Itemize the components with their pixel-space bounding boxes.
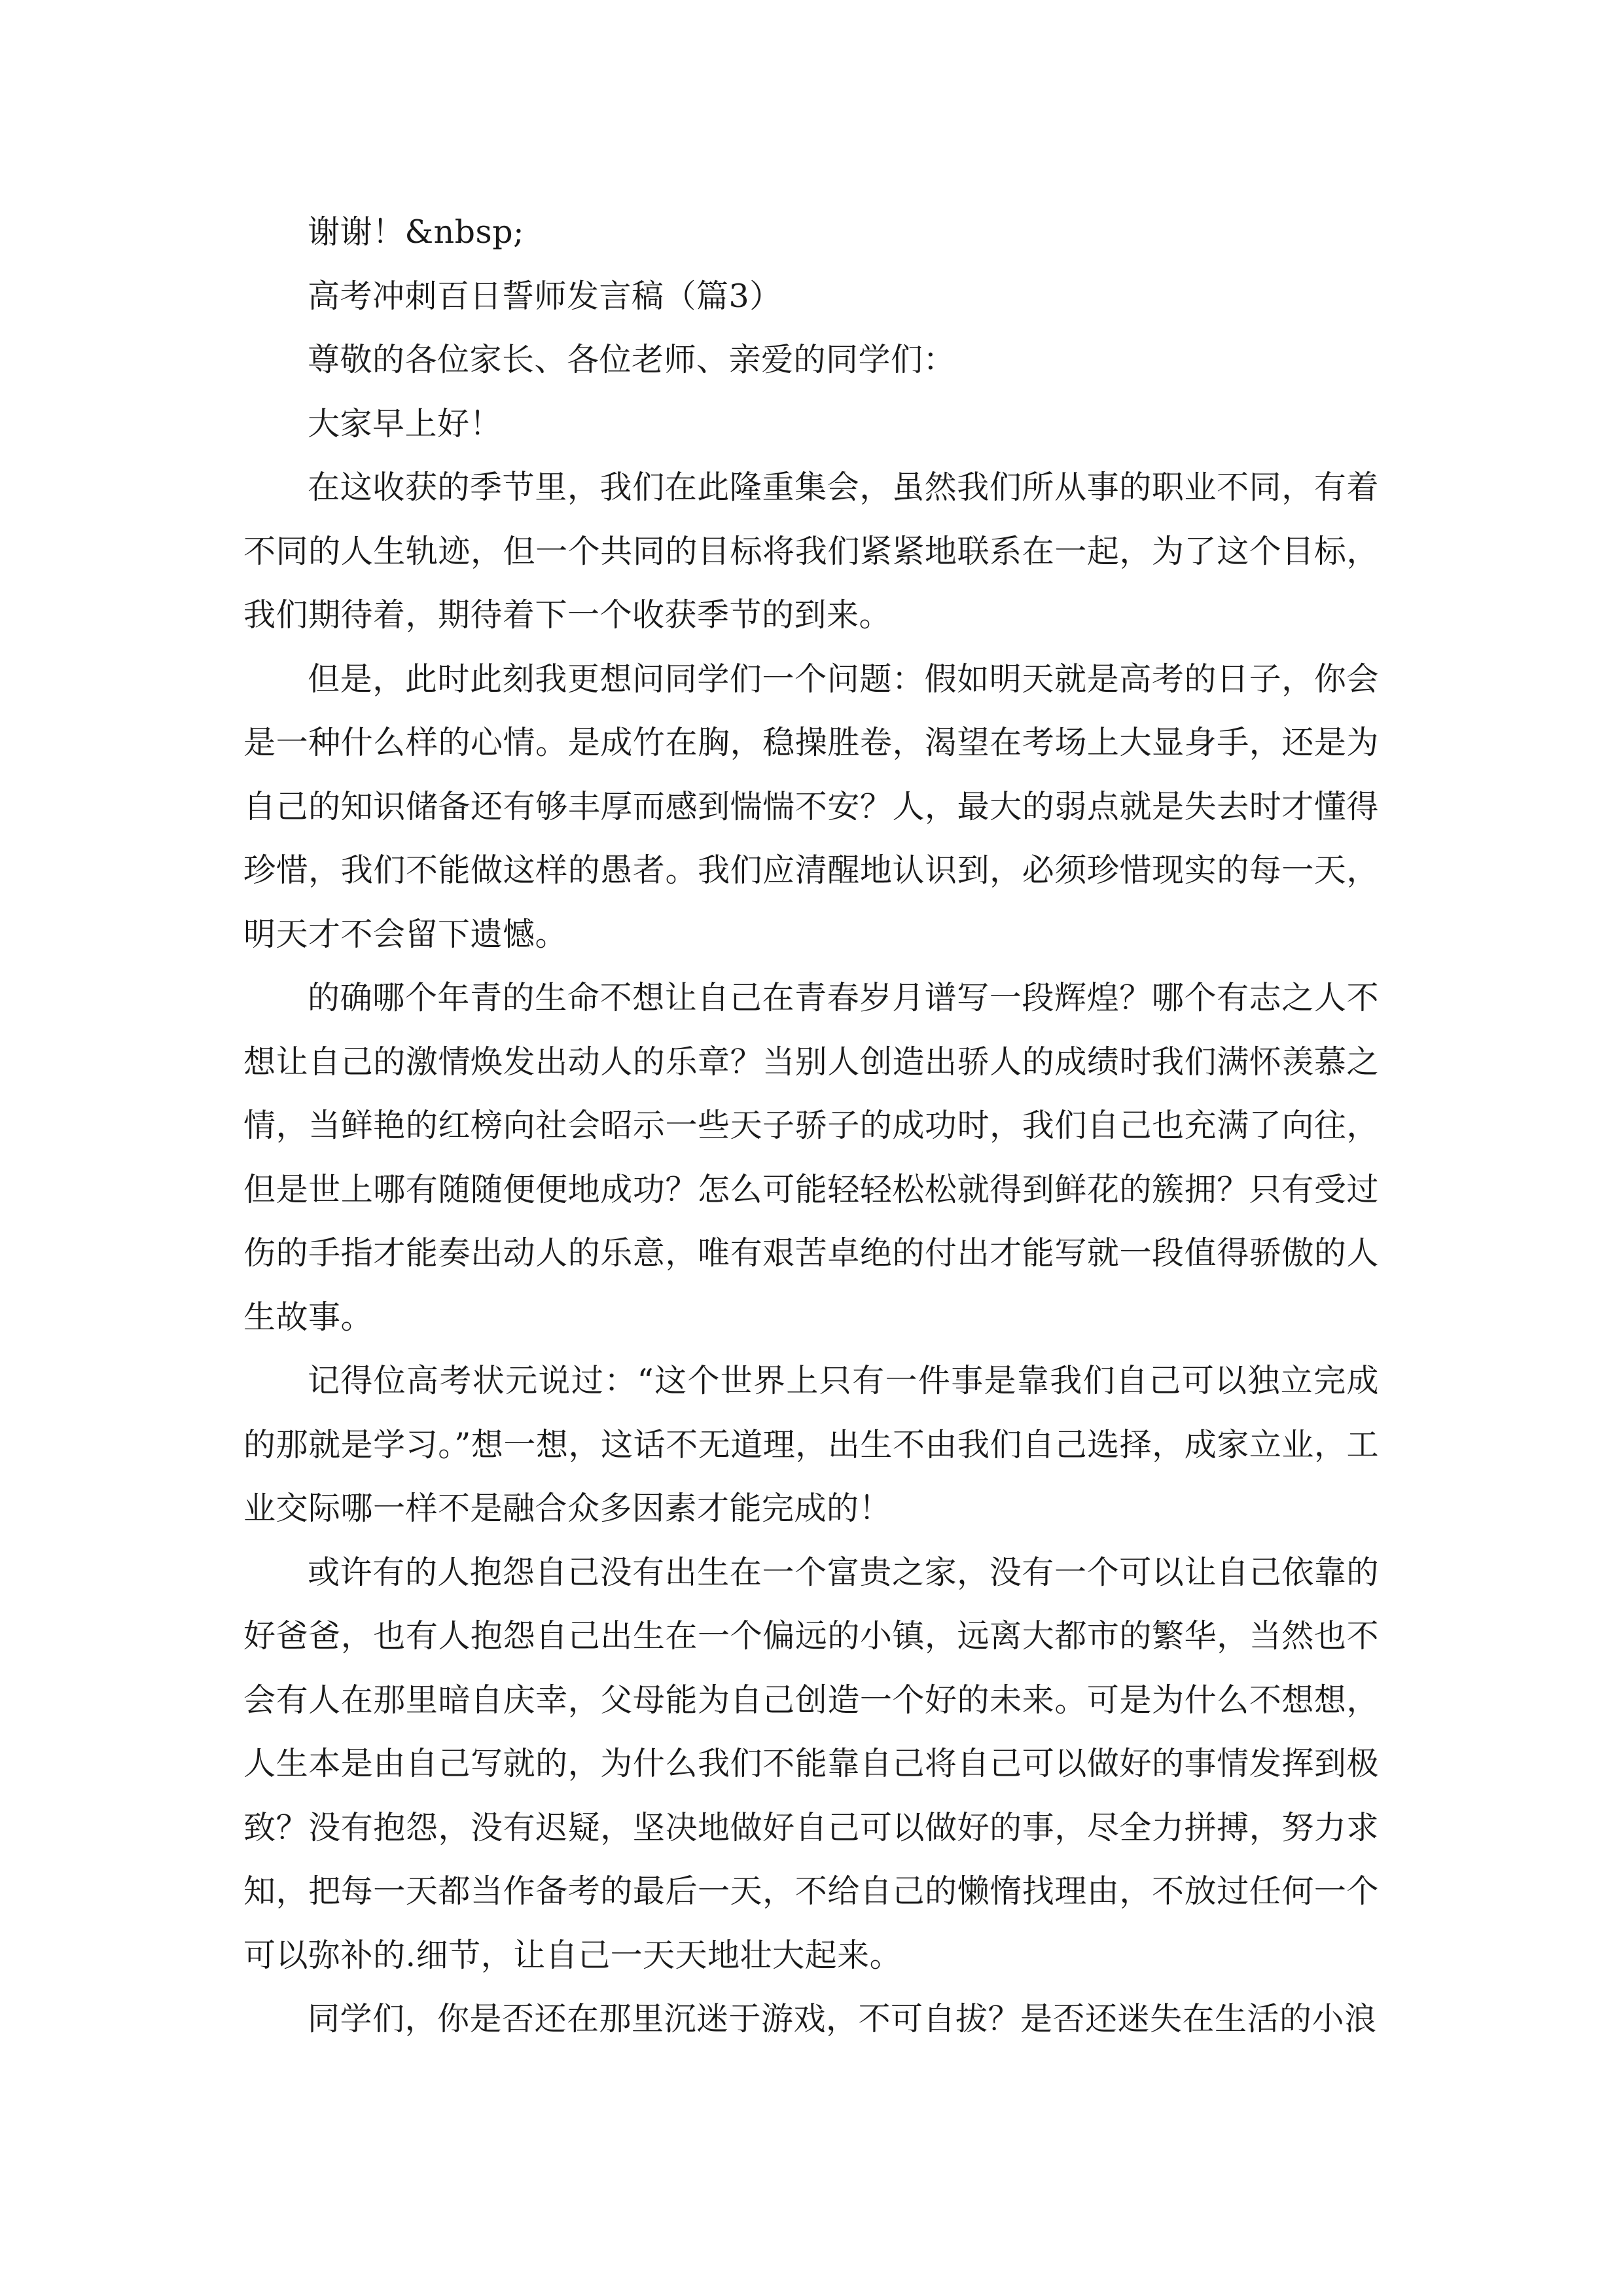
body-paragraph: 但是，此时此刻我更想问同学们一个问题：假如明天就是高考的日子，你会是一种什么样的心情。是成竹在胸，稳操胜卷，渴望在考场上大显身手，还是为自己的知识储备还有够丰厚而感到惴惴不安？人，最大的弱点就是失去时才懂得珍惜，我们不能做这样的愚者。我们应清醒地认识到，必须珍惜现实的每一天，明天才不会留下遗憾。 xyxy=(243,660,1379,953)
salutation: 尊敬的各位家长、各位老师、亲爱的同学们： xyxy=(308,341,956,378)
closing-thanks: 谢谢！&nbsp; xyxy=(308,213,525,251)
body-paragraph: 在这收获的季节里，我们在此隆重集会，虽然我们所从事的职业不同，有着不同的人生轨迹，但一个共同的目标将我们紧紧地联系在一起，为了这个目标，我们期待着，期待着下一个收获季节的到来。 xyxy=(243,469,1379,634)
body-paragraph: 同学们，你是否还在那里沉迷于游戏，不可自拔？是否还迷失在生活的小浪 xyxy=(308,2000,1377,2037)
document-body xyxy=(243,200,1379,2051)
greeting: 大家早上好！ xyxy=(308,404,503,442)
body-paragraph: 记得位高考状元说过：“这个世界上只有一件事是靠我们自己可以独立完成的那就是学习。”想一想，这话不无道理，出生不由我们自己选择，成家立业，工业交际哪一样不是融合众多因素才能完成的！ xyxy=(243,1362,1379,1527)
speech-title: 高考冲刺百日誓师发言稿（篇3） xyxy=(308,277,782,315)
body-paragraph: 或许有的人抱怨自己没有出生在一个富贵之家，没有一个可以让自己依靠的好爸爸，也有人抱怨自己出生在一个偏远的小镇，远离大都市的繁华，当然也不会有人在那里暗自庆幸，父母能为自己创造一个好的未来。可是为什么不想想，人生本是由自己写就的，为什么我们不能靠自己将自己可以做好的事情发挥到极致？没有抱怨，没有迟疑，坚决地做好自己可以做好的事，尽全力拼搏，努力求知，把每一天都当作备考的最后一天，不给自己的懒惰找理由，不放过任何一个可以弥补的.细节，让自己一天天地壮大起来。 xyxy=(243,1553,1379,1974)
body-paragraph: 的确哪个年青的生命不想让自己在青春岁月谱写一段辉煌？哪个有志之人不想让自己的激情焕发出动人的乐章？当别人创造出骄人的成绩时我们满怀羡慕之情，当鲜艳的红榜向社会昭示一些天子骄子的成功时，我们自己也充满了向往，但是世上哪有随随便便地成功？怎么可能轻轻松松就得到鲜花的簇拥？只有受过伤的手指才能奏出动人的乐意，唯有艰苦卓绝的付出才能写就一段值得骄傲的人生故事。 xyxy=(243,979,1379,1336)
